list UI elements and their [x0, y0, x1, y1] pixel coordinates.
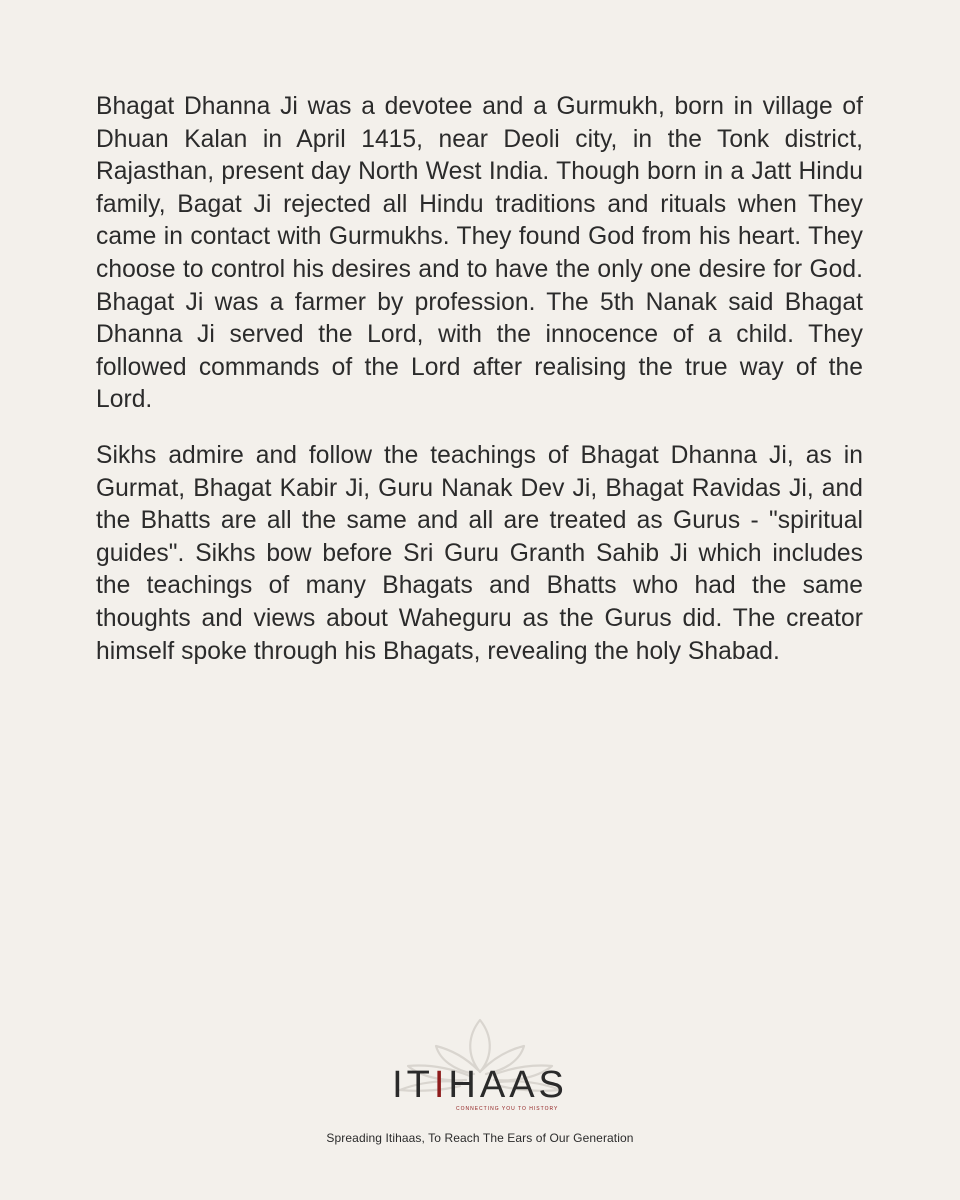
paragraph-2: Sikhs admire and follow the teachings of Bhagat Dhanna Ji, as in Gurmat, Bhagat Kabir Ji, Guru Nanak Dev Ji, Bhagat Ravidas Ji, and the Bhatts are all the same and all are treated as Gurus - "spiritual guides". Sikhs bow before Sri Guru Granth Sahib Ji which includes the teachings of many Bhagats and Bhatts who had the same thoughts and views about Waheguru as the Gurus did. The creator himself spoke through his Bhagats, revealing the holy Shabad.: [96, 441, 863, 665]
brand-subtitle: CONNECTING YOU TO HISTORY: [456, 1106, 559, 1112]
itihaas-logo: [370, 1010, 590, 1120]
paragraph-1: Bhagat Dhanna Ji was a devotee and a Gurmukh, born in village of Dhuan Kalan in April 1415, near Deoli city, in the Tonk district, Rajasthan, present day North West India. Though born in a Jatt Hindu family, Bagat Ji rejected all Hindu traditions and rituals when They came in contact with Gurmukhs. They found God from his heart. They choose to control his desires and to have the only one desire for God. Bhagat Ji was a farmer by profession. The 5th Nanak said Bhagat Dhanna Ji served the Lord, with the innocence of a child. They followed commands of the Lord after realising the true way of the Lord.: [96, 93, 863, 414]
brand-wordmark: [370, 1065, 590, 1105]
brand-mid: I: [433, 1064, 449, 1106]
brand-left: IT: [392, 1064, 434, 1106]
brand-right: HAAS: [448, 1064, 568, 1106]
article-body: [96, 91, 863, 668]
footer-tagline: Spreading Itihaas, To Reach The Ears of Our Generation: [326, 1131, 634, 1145]
